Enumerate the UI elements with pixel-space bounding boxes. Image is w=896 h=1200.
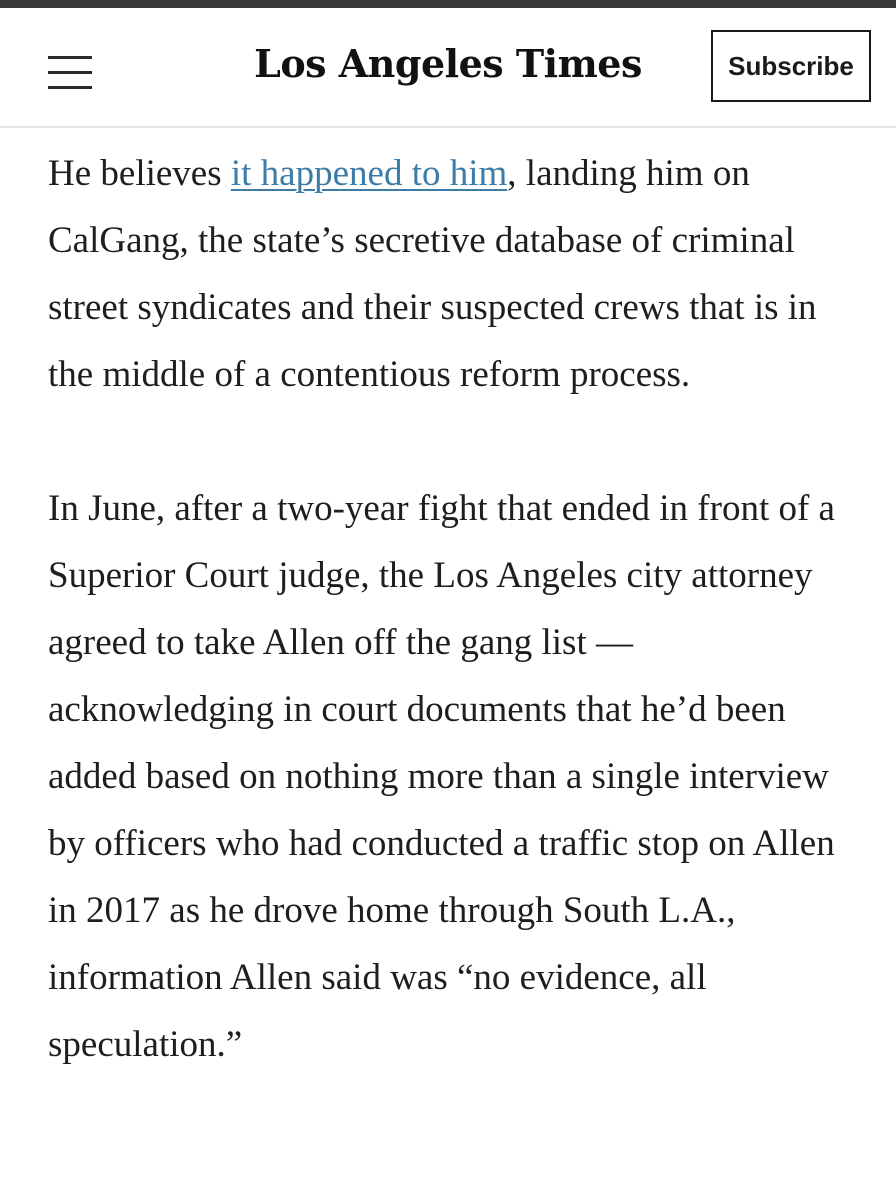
paragraph-text: , landing him on CalGang, the state’s secretive database of criminal street syndicates and their suspected crews that is in the middle of a contentious reform process.	[48, 153, 817, 395]
paragraph-text: He believes	[48, 153, 231, 194]
menu-bar-line	[48, 56, 92, 59]
site-logo[interactable]: Los Angeles Times	[254, 41, 642, 86]
article-paragraph: In June, after a two-year fight that ended in front of a Superior Court judge, the Los Angeles city attorney agreed to take Allen off the gang list — acknowledging in court documents that he’d been added based on nothing more than a single interview by officers who had conducted a traffic stop on Allen in 2017 as he drove home through South L.A., information Allen said was “no evidence, all speculation.”	[48, 488, 835, 1065]
hamburger-menu-icon[interactable]	[44, 52, 96, 92]
article-body	[48, 140, 868, 1078]
menu-bar-line	[48, 86, 92, 89]
top-status-bar	[0, 0, 896, 8]
site-header	[0, 8, 896, 128]
menu-bar-line	[48, 71, 92, 74]
inline-article-link[interactable]: it happened to him	[230, 153, 508, 194]
subscribe-button[interactable]: Subscribe	[711, 30, 871, 102]
article-paragraph	[48, 140, 868, 408]
